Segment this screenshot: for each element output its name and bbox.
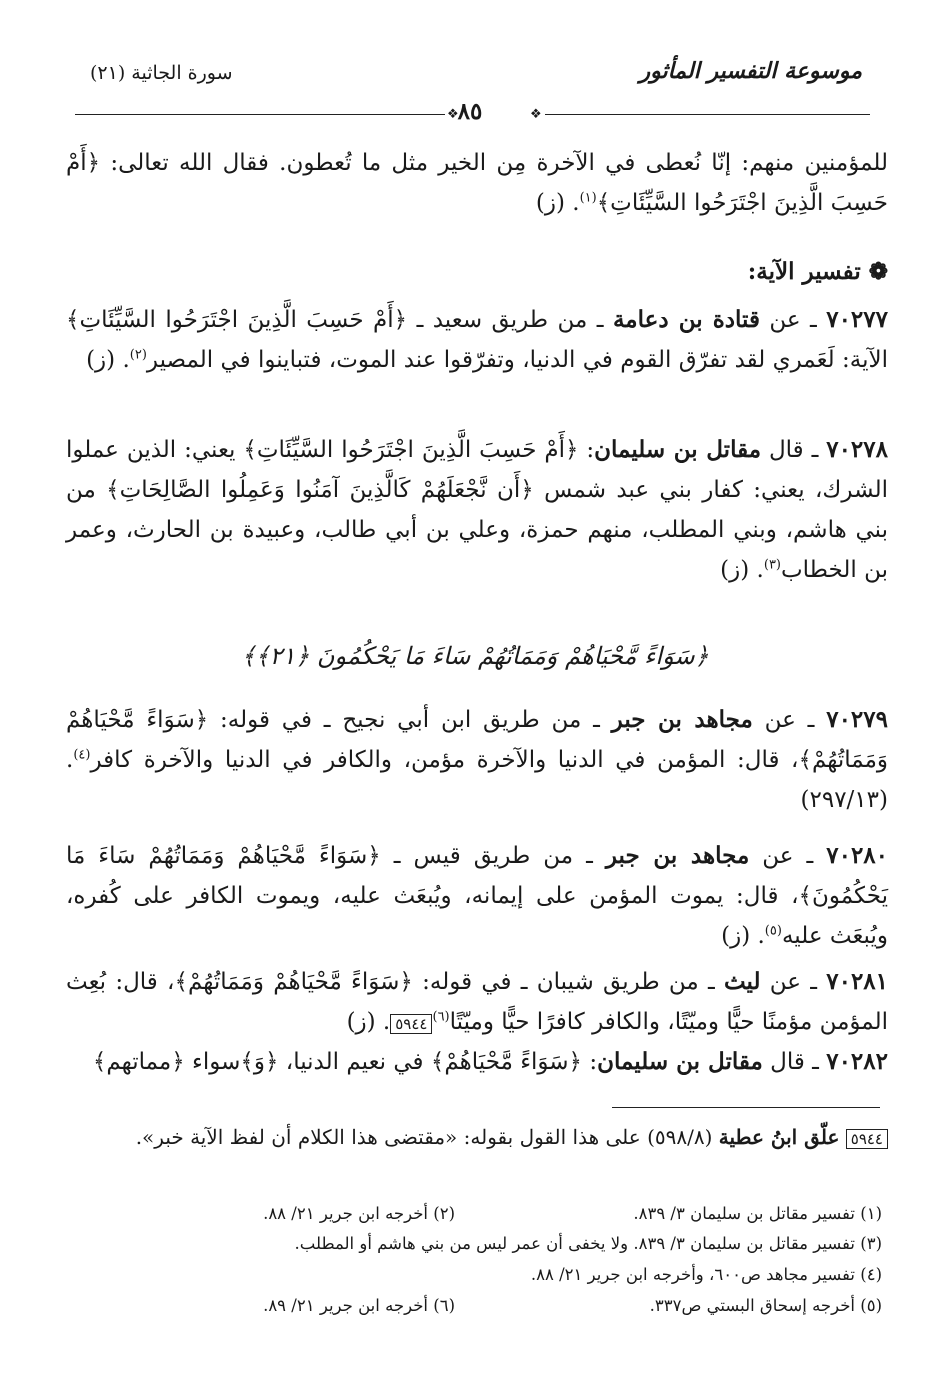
intro-tail: . (ز) xyxy=(535,190,580,216)
narrator-name: قتادة بن دعامة xyxy=(612,306,760,333)
narrator-name: مجاهد بن جبر xyxy=(611,706,753,733)
section-heading: ❁ تفسير الآية: xyxy=(747,258,888,285)
entry-number: ٧٠٢٨١ xyxy=(826,968,889,995)
entry-text: ـ من طريق قيس ـ ﴿سَوَاءً مَّحْيَاهُمْ وَمَمَاتُهُمْ سَاءَ مَا يَحْكُمُونَ﴾، قال: يموت المؤمن على إيمانه، ويُبعَث عليه، ويموت الكافر على كُفره، ويُبعَث عليه xyxy=(66,843,888,949)
note-text: (٥٩٨/٨) على هذا القول بقوله: «مقتضى هذا الكلام أن لفظ الآية خبر». xyxy=(135,1125,719,1149)
intro-ayah: حَسِبَ الَّذِينَ اجْتَرَحُوا السَّيِّئَاتِ﴾ xyxy=(596,190,888,216)
narrator-name: ليث xyxy=(723,968,761,995)
entry-text: ـ من طريق ابن أبي نجيح ـ في قوله: ﴿سَوَاءً مَّحْيَاهُمْ وَمَمَاتُهُمْ﴾، قال: المؤمن في الدنيا والآخرة مؤمن، والكافر في الدنيا والآخرة كافر xyxy=(66,707,888,773)
entry-number: ٧٠٢٧٨ xyxy=(826,436,888,463)
footnote-ref: (١) xyxy=(579,190,597,206)
entry-lead: ـ عن xyxy=(759,307,827,333)
entry-tail: . (ز) xyxy=(720,557,764,583)
entry-text: ـ من طريق شيبان ـ في قوله: ﴿سَوَاءً مَّحْيَاهُمْ وَمَمَاتُهُمْ﴾، قال: بُعِث المؤمن مؤمنًا حيًّا وميّتًا، والكافر كافرًا حيًّا وميّتًا xyxy=(66,969,888,1035)
entry-70282 xyxy=(66,1042,888,1082)
footnote-ref: (٤) xyxy=(73,747,91,763)
narrator-name: مقاتل بن سليمان xyxy=(594,436,762,463)
footnote-ref: (٥) xyxy=(764,923,782,939)
entry-text: ـ من طريق سعيد ـ ﴿أَمْ حَسِبَ الَّذِينَ اجْتَرَحُوا السَّيِّئَاتِ﴾ الآية: لَعَمري لقد تفرّق القوم في الدنيا، وتفرّقوا عند الموت، فتباينوا في المصير xyxy=(66,307,888,373)
entry-lead: ـ قال xyxy=(761,437,827,463)
entry-70281 xyxy=(66,962,888,1042)
note-author: علّق ابنُ عطية xyxy=(718,1125,840,1149)
footnote-3: (٣) تفسير مقاتل بن سليمان ٣/ ٨٣٩. ولا يخفى أن عمر ليس من بني هاشم أو المطلب. xyxy=(294,1234,882,1253)
intro-paragraph xyxy=(66,143,888,223)
ornament-icon: ❖ xyxy=(530,107,542,122)
entry-tail: . (ز) xyxy=(86,347,130,373)
rule-line-left xyxy=(75,114,445,115)
entry-70279 xyxy=(66,700,888,820)
entry-70278 xyxy=(66,430,888,590)
book-title: موسوعة التفسير المأثور xyxy=(639,58,862,84)
entry-lead: ـ عن xyxy=(752,707,827,733)
note-box: ٥٩٤٤ xyxy=(846,1129,888,1149)
entry-number: ٧٠٢٨٠ xyxy=(826,842,889,869)
entry-text: : ﴿سَوَاءً مَّحْيَاهُمْ﴾ في نعيم الدنيا، ﴿وَ﴾سواء ﴿مماتهم﴾ xyxy=(92,1049,598,1075)
verse-heading: ﴿سَوَاءً مَّحْيَاهُمْ وَمَمَاتُهُمْ سَاءَ مَا يَحْكُمُونَ ﴿٢١﴾﴾ xyxy=(241,642,709,670)
footnote-6: (٦) أخرجه ابن جرير ٢١/ ٨٩. xyxy=(263,1296,455,1315)
entry-70280 xyxy=(66,836,888,956)
footnote-4: (٤) تفسير مجاهد ص٦٠٠، وأخرجه ابن جرير ٢١/ ٨٨. xyxy=(530,1265,882,1284)
entry-tail: . (ز) xyxy=(721,923,765,949)
footnote-ref: (٢) xyxy=(129,347,147,363)
note-rule xyxy=(612,1107,880,1108)
editor-note xyxy=(66,1120,888,1154)
entry-tail: . (ز) xyxy=(346,1009,391,1035)
entry-lead: ـ قال xyxy=(762,1049,827,1075)
footnote-1: (١) تفسير مقاتل بن سليمان ٣/ ٨٣٩. xyxy=(633,1204,882,1223)
footnote-5: (٥) أخرجه إسحاق البستي ص٣٣٧. xyxy=(649,1296,882,1315)
ornament-icon: ❖ xyxy=(447,107,459,122)
cross-ref-box: ٥٩٤٤ xyxy=(390,1014,432,1034)
entry-text: : ﴿أَمْ حَسِبَ الَّذِينَ اجْتَرَحُوا السَّيِّئَاتِ﴾ يعني: الذين عملوا الشرك، يعني: كفار بني عبد شمس ﴿أَن نَّجْعَلَهُمْ كَالَّذِينَ آمَنُوا وَعَمِلُوا الصَّالِحَاتِ﴾ من بني هاشم، وبني المطلب، منهم حمزة، وعلي بن أبي طالب، وعبيدة بن الحارث، وعمر بن الخطاب xyxy=(66,437,888,583)
footnote-ref: (٣) xyxy=(763,557,781,573)
entry-number: ٧٠٢٧٩ xyxy=(826,706,888,733)
narrator-name: مجاهد بن جبر xyxy=(605,842,750,869)
surah-header: سورة الجاثية (٢١) xyxy=(90,62,233,84)
intro-line: للمؤمنين منهم: إنّا نُعطى في الآخرة مِن الخير مثل ما تُعطون. فقال الله تعالى: ﴿أَمْ xyxy=(66,150,888,176)
entry-lead: ـ عن xyxy=(760,969,827,995)
narrator-name: مقاتل بن سليمان xyxy=(597,1048,763,1075)
entry-number: ٧٠٢٨٢ xyxy=(826,1048,888,1075)
entry-number: ٧٠٢٧٧ xyxy=(826,306,888,333)
entry-lead: ـ عن xyxy=(749,843,827,869)
entry-tail: . (٢٩٧/١٣) xyxy=(66,747,888,813)
entry-70277 xyxy=(66,300,888,380)
footnote-ref: (٦) xyxy=(432,1009,450,1025)
rule-line-right xyxy=(545,114,870,115)
footnote-2: (٢) أخرجه ابن جرير ٢١/ ٨٨. xyxy=(263,1204,455,1223)
page-number: ٨٥ xyxy=(457,98,483,125)
